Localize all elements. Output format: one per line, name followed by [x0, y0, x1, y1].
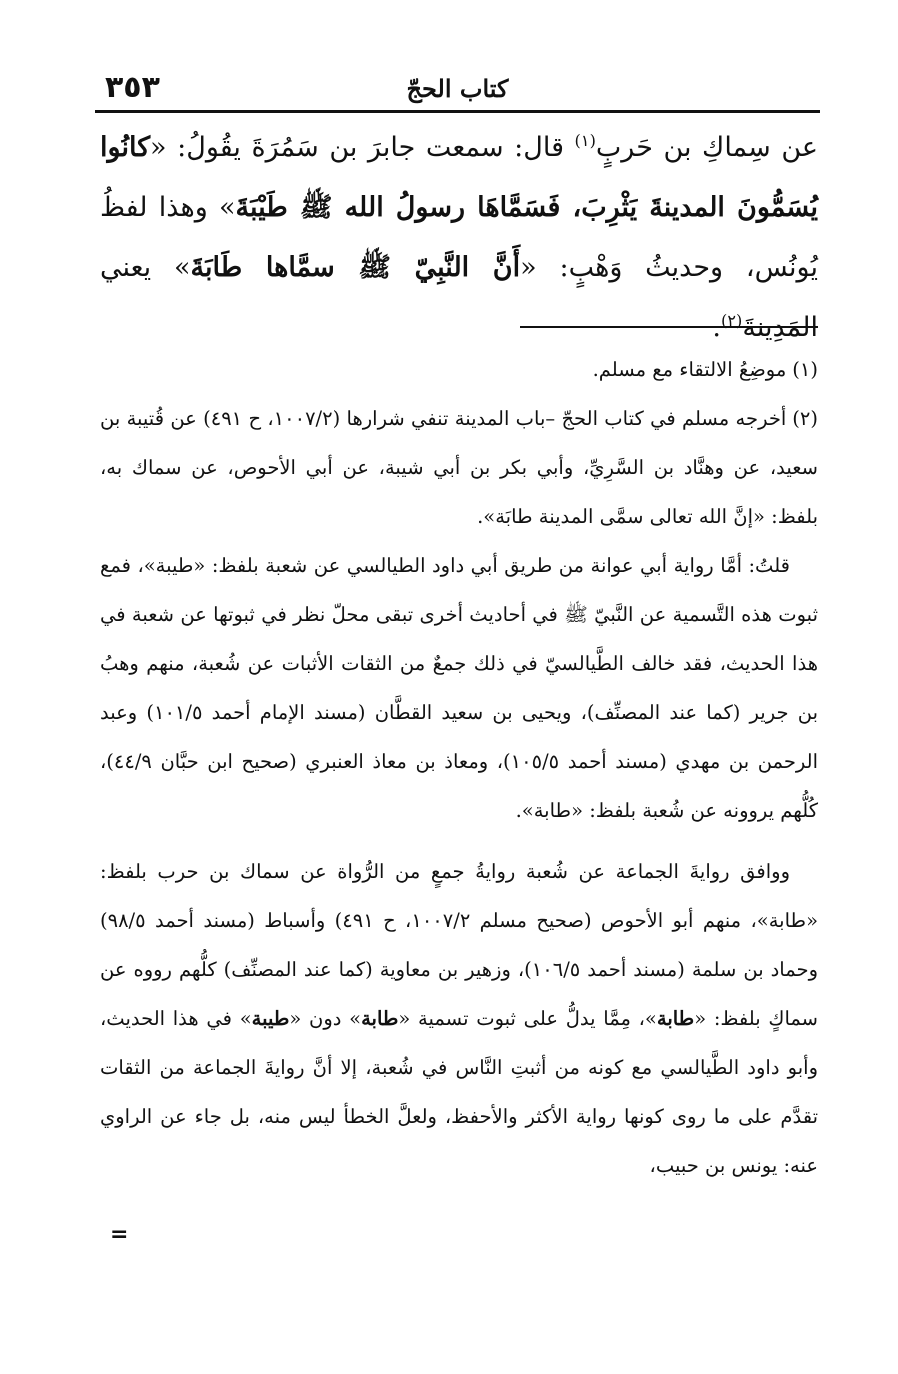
paragraph-gap [100, 835, 818, 847]
footnote-text: أخرجه مسلم في كتاب الحجّ –باب المدينة تنفي شرارها (١٠٠٧/٢، ح ٤٩١) عن قُتيبة بن سعيد، عن وهنَّاد بن السَّرِيِّ، وأبي بكر بن أبي شيبة، عن أبي الأحوص، عن سماك به، بلفظ: «إنَّ الله تعالى سمَّى المدينة طابَة». [100, 407, 818, 528]
page-header [95, 68, 820, 108]
main-text-segment: عن سِماكِ بن حَربٍ [595, 132, 818, 163]
emphasis-word: طابة [361, 1007, 399, 1030]
main-text-segment: » يعني المَدِينةَ [100, 252, 818, 343]
emphasis-word: طابة [656, 1007, 695, 1030]
commentary-paragraph-1: قلتُ: أمَّا رواية أبي عوانة من طريق أبي داود الطيالسي عن شعبة بلفظ: «طيبة»، فمع ثبوت هذه التَّسمية عن النَّبيّ ﷺ في أحاديث أخرى تبقى محلّ نظر في ثبوتها عن شعبة في هذا الحديث، فقد خالف الطَّيالسيّ في ذلك جمعٌ من الثقات الأثبات عن شُعبة، منهم وهبُ بن جرير (كما عند المصنِّف)، ويحيى بن سعيد القطَّان (مسند الإمام أحمد ١٠١/٥) وعبد الرحمن بن مهدي (مسند أحمد ١٠٥/٥)، ومعاذ بن معاذ العنبري (صحيح ابن حبَّان ٤٤/٩)، كُلُّهم يروونه عن شُعبة بلفظ: «طابة». [100, 554, 818, 822]
commentary-text: » دون « [289, 1007, 362, 1030]
footnote-ref: (١) [574, 131, 596, 150]
emphasis-word: طيبة [251, 1007, 290, 1030]
commentary-text: » في هذا الحديث، وأبو داود الطَّيالسي مع كونه من أثبتِ النَّاس في شُعبة، إلا أنَّ روايةَ الجماعة من الثقات تقدَّم على ما روى كونها رواية الأكثر والأحفظ، ولعلَّ الخطأ ليس منه، بل جاء عن الراوي عنه: يونس بن حبيب، [100, 1007, 818, 1177]
page-number: ٣٥٣ [105, 70, 160, 105]
footnote-mark: (١) [792, 358, 818, 381]
commentary-paragraph-2 [100, 847, 818, 1190]
commentary-text: »، مِمَّا يدلُّ على ثبوت تسمية « [398, 1007, 657, 1030]
footnote-separator [520, 326, 818, 328]
footnote-2 [100, 394, 818, 541]
main-text-segment: قال: سمعت جابرَ بن سَمُرَةَ يقُولُ: « [150, 132, 575, 163]
footnote-1 [100, 345, 818, 394]
footnote-ref: (٢) [720, 311, 743, 330]
hadith-quote: أَنَّ النَّبِيّ ﷺ سمَّاها طَابَةَ [190, 252, 521, 283]
footnote-text: موضِعُ الالتقاء مع مسلم. [592, 358, 787, 381]
main-text-segment: » وهذا لفظُ يُونُس، وحديثُ وَهْبٍ: « [100, 192, 819, 283]
continuation-mark: = [110, 1222, 129, 1247]
hadith-quote: كانُوا يُسَمُّونَ المدينةَ يَثْرِبَ، فَسَمَّاهَا رسولُ الله ﷺ طَيْبَةَ [100, 132, 818, 223]
footnotes [100, 345, 818, 1190]
main-text [100, 118, 818, 358]
main-text-segment: . [712, 312, 721, 343]
header-rule [95, 110, 820, 113]
footnote-mark: (٢) [792, 407, 818, 430]
commentary-text: ووافق روايةَ الجماعة عن شُعبة روايةُ جمعٍ من الرُّواة عن سماك بن حرب بلفظ: «طابة»، منهم أبو الأحوص (صحيح مسلم ١٠٠٧/٢، ح ٤٩١) وأسباط (مسند أحمد ٩٨/٥) وحماد بن سلمة (مسند أحمد ١٠٦/٥)، وزهير بن معاوية (كما عند المصنِّف) كلُّهم رووه عن سماكٍ بلفظ: « [100, 860, 819, 1030]
running-title: كتاب الحجّ [406, 74, 509, 103]
